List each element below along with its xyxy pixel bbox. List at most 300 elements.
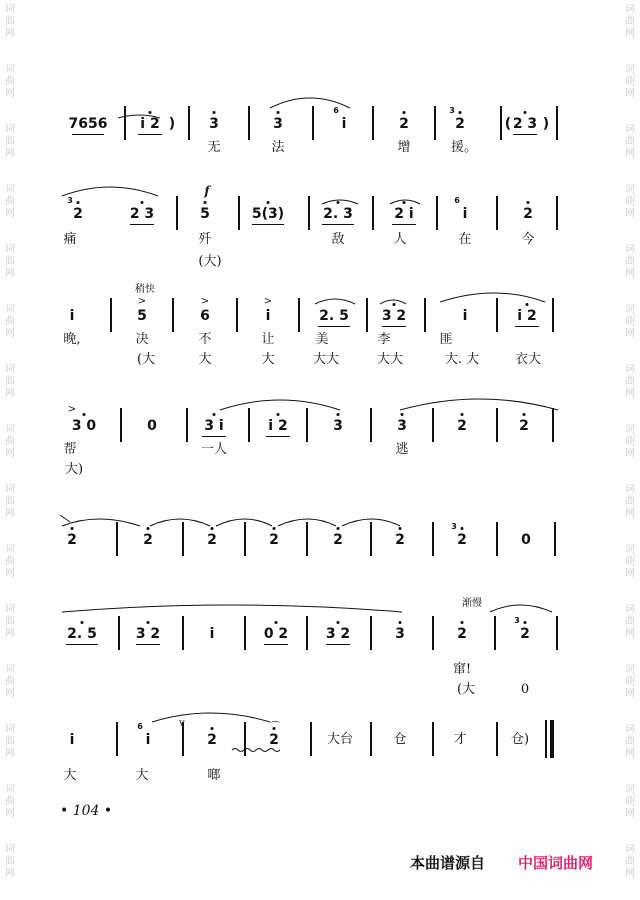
grace-note: 6: [454, 196, 460, 205]
octave-dot: [527, 201, 530, 204]
bar-line: [496, 408, 498, 442]
octave-dot: [204, 201, 207, 204]
bar-line: [494, 616, 496, 650]
percussion-note: 大台: [326, 732, 354, 747]
jianpu-note: i: [209, 626, 215, 642]
trill-line: [232, 749, 280, 752]
watermark-char: 词: [625, 424, 635, 435]
watermark-char: 曲: [625, 376, 635, 387]
octave-dot: [267, 201, 270, 204]
slur: [60, 515, 70, 522]
percussion-text: 大大: [312, 352, 340, 367]
jianpu-note: 2: [73, 206, 83, 222]
percussion-text: (大): [198, 254, 222, 269]
watermark-char: 曲: [5, 376, 15, 387]
watermark-char: 词: [5, 4, 15, 15]
jianpu-note: 3: [273, 116, 283, 132]
bar-line: [116, 722, 118, 756]
bar-line: [432, 616, 434, 650]
octave-dot: [71, 527, 74, 530]
lyric-text: 晚,: [63, 332, 81, 347]
watermark-column: [4, 844, 16, 880]
bar-line: [372, 106, 374, 140]
watermark-char: 词: [625, 604, 635, 615]
octave-dot: [277, 111, 280, 114]
lyric-text: 法: [271, 140, 285, 155]
lyric-text: 啷: [207, 768, 221, 783]
watermark-char: 网: [5, 448, 15, 459]
bar-line: [496, 522, 498, 556]
bar-line: [370, 722, 372, 756]
percussion-text: 大大: [376, 352, 404, 367]
bar-line: [552, 408, 554, 442]
watermark-char: 词: [5, 724, 15, 735]
jianpu-note: i: [69, 308, 75, 324]
lyric-text: 一人: [200, 442, 228, 457]
lyric-text: 增: [397, 140, 411, 155]
watermark-char: 词: [5, 604, 15, 615]
bar-line: [496, 196, 498, 230]
watermark-char: 词: [625, 364, 635, 375]
jianpu-note: i: [462, 206, 468, 222]
lyric-text: 逃: [395, 442, 409, 457]
beam-underline: [513, 134, 537, 135]
watermark-char: 网: [625, 628, 635, 639]
percussion-note: 仓: [393, 732, 407, 747]
bar-line: [552, 298, 554, 332]
slur: [62, 519, 140, 526]
watermark-column: [624, 64, 636, 100]
jianpu-note: 2 3: [129, 206, 155, 222]
octave-dot: [81, 621, 84, 624]
jianpu-note: 2 i: [394, 206, 414, 222]
watermark-column: [4, 64, 16, 100]
watermark-char: 曲: [625, 436, 635, 447]
final-bar-line: [550, 720, 554, 758]
jianpu-note: 2: [457, 418, 467, 434]
dynamic-marking: f: [204, 184, 210, 198]
lyric-text: 李: [377, 332, 391, 347]
jianpu-note: i 2: [268, 418, 288, 434]
beam-underline: [130, 224, 154, 225]
jianpu-note: 2: [207, 732, 217, 748]
watermark-char: 词: [625, 784, 635, 795]
watermark-char: 词: [5, 664, 15, 675]
watermark-column: [4, 544, 16, 580]
watermark-char: 词: [5, 124, 15, 135]
lyric-text: 大: [63, 768, 77, 783]
octave-dot: [399, 621, 402, 624]
watermark-column: [624, 604, 636, 640]
bracket: ): [542, 116, 550, 132]
watermark-char: 曲: [5, 796, 15, 807]
watermark-column: [4, 184, 16, 220]
watermark-column: [4, 604, 16, 640]
jianpu-note: 2. 3: [323, 206, 353, 222]
watermark-char: 曲: [625, 616, 635, 627]
bar-line: [186, 408, 188, 442]
watermark-char: 曲: [5, 676, 15, 687]
watermark-char: 网: [5, 628, 15, 639]
bar-line: [244, 522, 246, 556]
watermark-char: 词: [5, 184, 15, 195]
octave-dot: [277, 413, 280, 416]
watermark-char: 网: [5, 268, 15, 279]
bar-line: [244, 616, 246, 650]
jianpu-note: 3 2: [135, 626, 161, 642]
jianpu-note: 7656: [68, 116, 108, 132]
bar-line: [545, 720, 547, 758]
octave-dot: [147, 527, 150, 530]
jianpu-note: 2 3: [512, 116, 538, 132]
watermark-char: 曲: [625, 736, 635, 747]
watermark-char: 曲: [625, 196, 635, 207]
watermark-char: 网: [625, 568, 635, 579]
watermark-char: 曲: [5, 256, 15, 267]
octave-dot: [459, 111, 462, 114]
bar-line: [188, 106, 190, 140]
slur: [62, 187, 158, 196]
watermark-char: 曲: [625, 856, 635, 867]
jianpu-note: 3 2: [325, 626, 351, 642]
lyric-text: 今: [521, 232, 535, 247]
watermark-column: [4, 244, 16, 280]
bar-line: [312, 106, 314, 140]
lyric-text: 敌: [331, 232, 345, 247]
bar-line: [370, 616, 372, 650]
jianpu-note: 5: [137, 308, 147, 324]
watermark-char: 曲: [5, 736, 15, 747]
jianpu-note: 3 i: [204, 418, 224, 434]
watermark-char: 词: [5, 544, 15, 555]
lyric-text: 痛: [63, 232, 77, 247]
bar-line: [432, 722, 434, 756]
watermark-char: 词: [5, 364, 15, 375]
octave-dot: [147, 621, 150, 624]
octave-dot: [213, 413, 216, 416]
jianpu-note: 5: [200, 206, 210, 222]
octave-dot: [77, 201, 80, 204]
lyric-text: 大: [135, 768, 149, 783]
bar-line: [370, 408, 372, 442]
watermark-char: 网: [625, 328, 635, 339]
watermark-char: 网: [625, 28, 635, 39]
jianpu-note: 2: [269, 532, 279, 548]
watermark-char: 曲: [5, 16, 15, 27]
bar-line: [236, 298, 238, 332]
watermark-char: 词: [625, 4, 635, 15]
lyric-text: 决: [135, 332, 149, 347]
octave-dot: [393, 303, 396, 306]
octave-dot: [337, 413, 340, 416]
jianpu-note: 3: [333, 418, 343, 434]
watermark-char: 网: [625, 448, 635, 459]
watermark-char: 网: [625, 208, 635, 219]
bar-line: [556, 616, 558, 650]
watermark-column: [624, 184, 636, 220]
beam-underline: [252, 224, 284, 225]
watermark-column: [624, 4, 636, 40]
watermark-column: [4, 424, 16, 460]
octave-dot: [403, 111, 406, 114]
watermark-char: 曲: [625, 16, 635, 27]
bar-line: [110, 298, 112, 332]
grace-note: 6: [137, 722, 143, 731]
watermark-char: 曲: [5, 436, 15, 447]
watermark-char: 曲: [5, 316, 15, 327]
tempo-marking: 稍快: [135, 284, 155, 295]
percussion-text: 大. 大: [444, 352, 480, 367]
beam-underline: [136, 644, 160, 645]
watermark-char: 网: [625, 748, 635, 759]
octave-dot: [526, 303, 529, 306]
watermark-char: 词: [5, 784, 15, 795]
octave-dot: [213, 111, 216, 114]
jianpu-note: 3 2: [381, 308, 407, 324]
percussion-note: 才: [453, 732, 467, 747]
jianpu-note: 2: [67, 532, 77, 548]
bar-line: [116, 522, 118, 556]
watermark-column: [624, 484, 636, 520]
bar-line: [432, 408, 434, 442]
watermark-char: 曲: [5, 856, 15, 867]
bar-line: [124, 106, 126, 140]
watermark-char: 网: [5, 868, 15, 879]
watermark-char: 曲: [5, 616, 15, 627]
slur: [220, 400, 340, 410]
jianpu-note: 2. 5: [67, 626, 97, 642]
bar-line: [172, 298, 174, 332]
bar-line: [244, 722, 246, 756]
watermark-char: 词: [625, 544, 635, 555]
grace-note: 3: [449, 106, 455, 115]
jianpu-note: 3: [209, 116, 219, 132]
slur: [315, 299, 355, 304]
watermark-column: [624, 364, 636, 400]
octave-dot: [524, 111, 527, 114]
accent-mark: >: [137, 296, 147, 307]
bar-line: [182, 522, 184, 556]
octave-dot: [83, 413, 86, 416]
bar-line: [182, 616, 184, 650]
jianpu-note: 2: [207, 532, 217, 548]
slur: [150, 519, 210, 526]
watermark-column: [624, 664, 636, 700]
watermark-char: 网: [5, 508, 15, 519]
watermark-char: 网: [5, 568, 15, 579]
grace-note: 6: [333, 106, 339, 115]
watermark-column: [624, 724, 636, 760]
watermark-char: 词: [625, 484, 635, 495]
jianpu-note: 2: [333, 532, 343, 548]
fermata-mark: ⌒: [270, 722, 280, 733]
beam-underline: [326, 644, 350, 645]
watermark-char: 曲: [625, 796, 635, 807]
bracket: ): [168, 116, 176, 132]
source-label: 本曲谱源自: [410, 854, 486, 872]
bar-line: [500, 106, 502, 140]
jianpu-note: 2: [269, 732, 279, 748]
watermark-char: 曲: [5, 496, 15, 507]
percussion-text: (大: [136, 352, 156, 367]
bar-line: [298, 298, 300, 332]
watermark-char: 曲: [625, 496, 635, 507]
watermark-char: 网: [625, 88, 635, 99]
lyric-text: 歼: [198, 232, 212, 247]
slur: [490, 605, 552, 612]
octave-dot: [273, 527, 276, 530]
watermark-char: 曲: [5, 136, 15, 147]
percussion-text: 大): [64, 462, 84, 477]
watermark-char: 曲: [625, 256, 635, 267]
lyric-text: 美: [315, 332, 329, 347]
beam-underline: [318, 326, 350, 327]
percussion-text: 大: [261, 352, 275, 367]
octave-dot: [337, 527, 340, 530]
bar-line: [372, 196, 374, 230]
watermark-char: 网: [5, 688, 15, 699]
breath-mark: v: [179, 718, 185, 729]
watermark-char: 词: [625, 244, 635, 255]
jianpu-note: 2: [399, 116, 409, 132]
jianpu-note: 2: [455, 116, 465, 132]
bar-line: [432, 522, 434, 556]
lyric-text: 无: [207, 140, 221, 155]
jianpu-note: i: [265, 308, 271, 324]
watermark-char: 曲: [625, 676, 635, 687]
lyric-text: 让: [261, 332, 275, 347]
page-number: • 104 •: [60, 803, 113, 819]
octave-dot: [211, 527, 214, 530]
beam-underline: [202, 436, 226, 437]
lyric-text: 窜!: [452, 662, 472, 677]
watermark-char: 曲: [625, 556, 635, 567]
bar-line: [176, 196, 178, 230]
bar-line: [424, 298, 426, 332]
slur: [152, 713, 270, 722]
watermark-column: [4, 364, 16, 400]
site-name-link[interactable]: 中国词曲网: [518, 854, 594, 872]
jianpu-note: 2: [457, 532, 467, 548]
watermark-char: 词: [5, 484, 15, 495]
watermark-column: [624, 784, 636, 820]
jianpu-note: i: [69, 732, 75, 748]
octave-dot: [401, 413, 404, 416]
lyric-text: 援。: [450, 140, 478, 155]
watermark-char: 词: [5, 244, 15, 255]
percussion-text: 衣大: [514, 352, 542, 367]
watermark-char: 网: [5, 88, 15, 99]
percussion-text: 0: [520, 682, 530, 697]
octave-dot: [211, 727, 214, 730]
jianpu-note: i: [145, 732, 151, 748]
percussion-text: (大: [456, 682, 476, 697]
watermark-char: 曲: [625, 76, 635, 87]
lyric-text: 匪: [439, 332, 453, 347]
beam-underline: [264, 644, 288, 645]
octave-dot: [461, 413, 464, 416]
octave-dot: [337, 201, 340, 204]
jianpu-note: i 2: [517, 308, 537, 324]
watermark-char: 网: [5, 748, 15, 759]
watermark-char: 词: [625, 124, 635, 135]
bar-line: [308, 196, 310, 230]
watermark-char: 词: [5, 844, 15, 855]
watermark-char: 词: [5, 304, 15, 315]
slur: [62, 605, 402, 612]
beam-underline: [382, 326, 406, 327]
octave-dot: [523, 413, 526, 416]
lyric-text: 人: [393, 232, 407, 247]
accent-mark: >: [200, 296, 210, 307]
watermark-column: [624, 424, 636, 460]
jianpu-note: 0: [147, 418, 157, 434]
beam-underline: [392, 224, 416, 225]
beam-underline: [322, 224, 354, 225]
jianpu-note: i: [341, 116, 347, 132]
watermark-char: 网: [625, 148, 635, 159]
accent-mark: >: [67, 404, 77, 415]
octave-dot: [461, 621, 464, 624]
accent-mark: >: [263, 296, 273, 307]
jianpu-note: 2. 5: [319, 308, 349, 324]
jianpu-note: 5(3): [251, 206, 285, 222]
watermark-column: [624, 124, 636, 160]
watermark-char: 词: [625, 64, 635, 75]
watermark-char: 网: [5, 328, 15, 339]
bar-line: [120, 408, 122, 442]
watermark-column: [4, 124, 16, 160]
grace-note: 3: [514, 616, 520, 625]
watermark-char: 网: [625, 688, 635, 699]
octave-dot: [461, 527, 464, 530]
watermark-char: 网: [625, 808, 635, 819]
grace-note: 3: [67, 196, 73, 205]
watermark-char: 曲: [625, 316, 635, 327]
bar-line: [306, 408, 308, 442]
bracket: (: [504, 116, 512, 132]
jianpu-note: 3 0: [71, 418, 97, 434]
watermark-char: 词: [5, 424, 15, 435]
bar-line: [496, 298, 498, 332]
grace-note: 3: [451, 522, 457, 531]
watermark-char: 网: [5, 28, 15, 39]
watermark-char: 网: [625, 508, 635, 519]
jianpu-note: 2: [519, 418, 529, 434]
slur: [400, 399, 558, 410]
octave-dot: [141, 201, 144, 204]
jianpu-note: 3: [395, 626, 405, 642]
watermark-char: 网: [5, 148, 15, 159]
watermark-char: 词: [625, 664, 635, 675]
watermark-column: [4, 4, 16, 40]
bar-line: [310, 722, 312, 756]
watermark-column: [4, 484, 16, 520]
tempo-marking: 渐慢: [462, 598, 482, 609]
jianpu-note: 3: [397, 418, 407, 434]
bar-line: [248, 106, 250, 140]
watermark-char: 网: [625, 268, 635, 279]
beam-underline: [66, 644, 98, 645]
jianpu-note: 2: [395, 532, 405, 548]
watermark-char: 词: [625, 184, 635, 195]
bar-line: [370, 522, 372, 556]
bar-line: [306, 616, 308, 650]
bar-line: [496, 722, 498, 756]
bar-line: [248, 408, 250, 442]
jianpu-note: 2: [457, 626, 467, 642]
slur: [440, 293, 545, 302]
